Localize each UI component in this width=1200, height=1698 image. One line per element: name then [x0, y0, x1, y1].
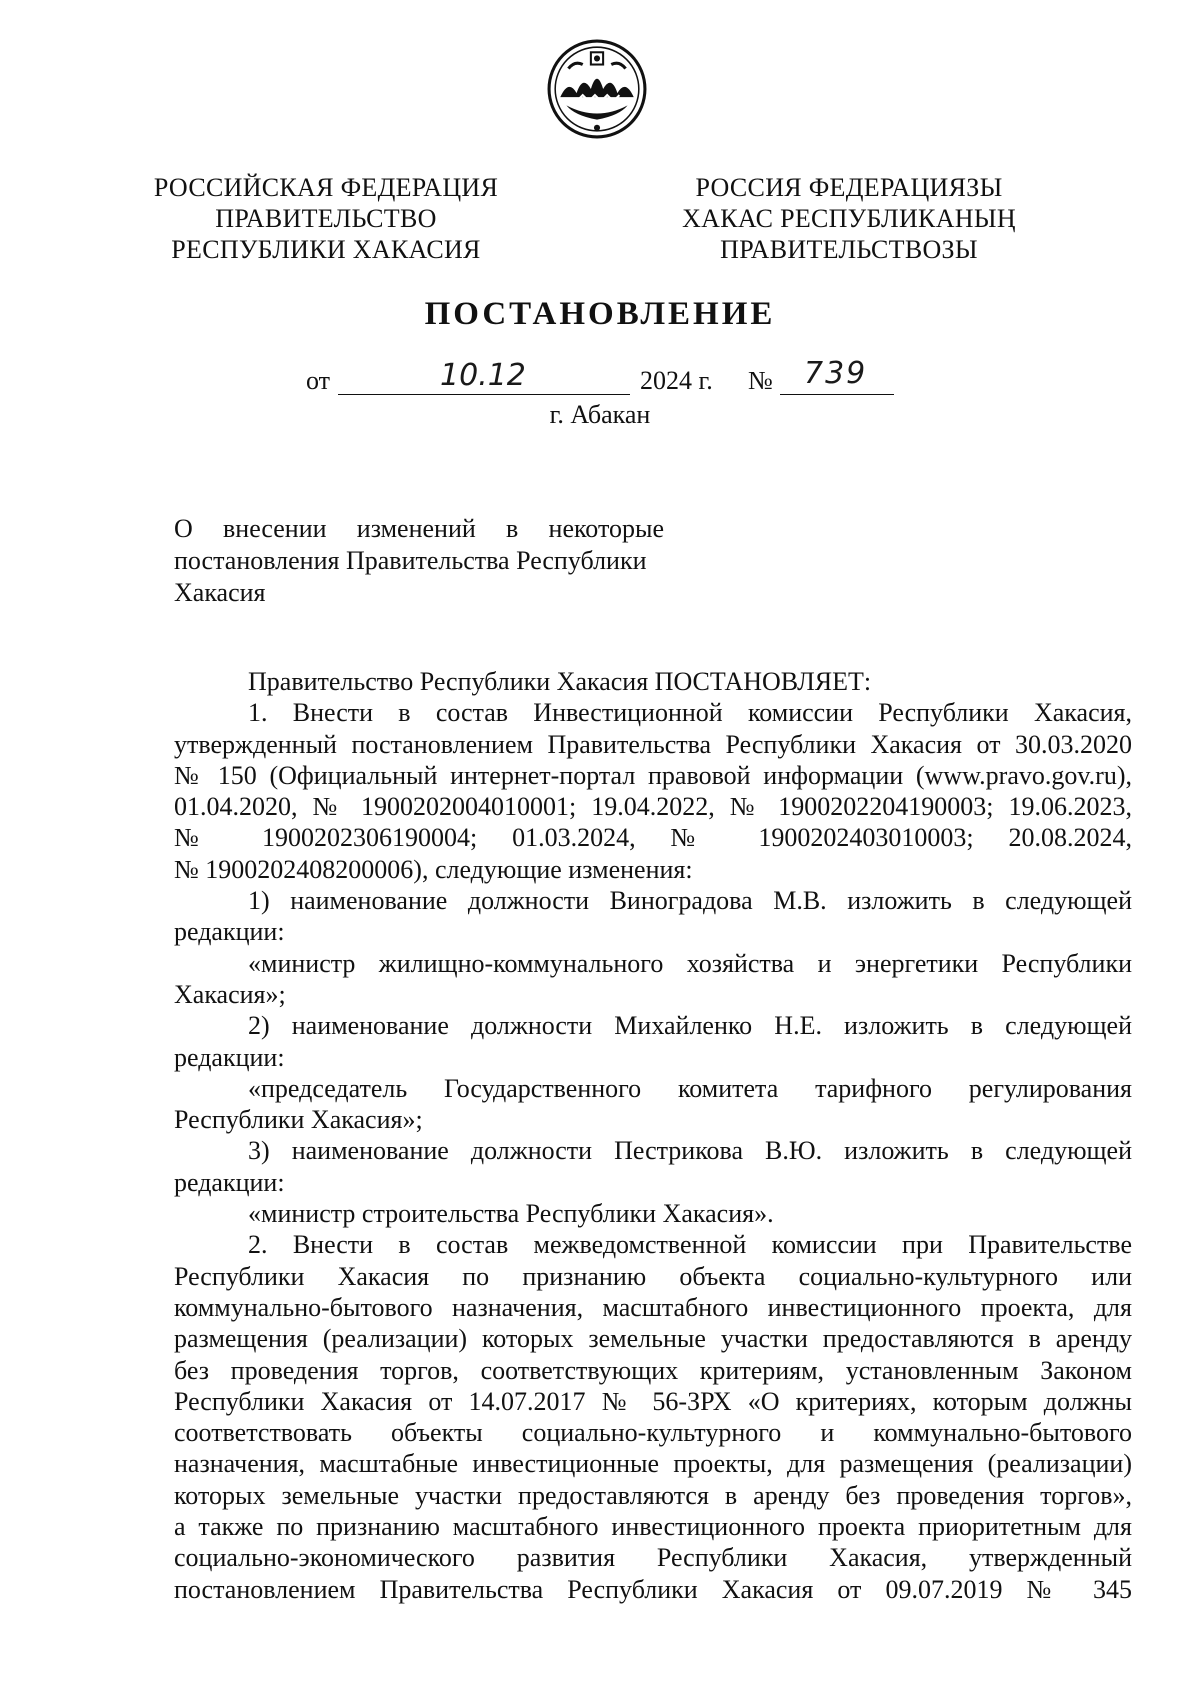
body-line: 01.04.2020, № 1900202004010001; 19.04.2022, № 1900202204190003; 19.06.2023,	[174, 792, 1132, 822]
body-line: социально-экономического развития Республики Хакасия, утвержденный	[174, 1543, 1132, 1573]
body-line: Правительство Республики Хакасия ПОСТАНОВЛЯЕТ:	[248, 667, 872, 696]
body-line: 2) наименование должности Михайленко Н.Е. изложить в следующей	[248, 1011, 1132, 1041]
header-left-line: ПРАВИТЕЛЬСТВО	[215, 204, 437, 233]
body-line: утвержденный постановлением Правительства Республики Хакасия от 30.03.2020	[174, 729, 1132, 759]
body-line: редакции:	[174, 917, 285, 947]
body-line: коммунально-бытового назначения, масштабного инвестиционного проекта, для	[174, 1292, 1132, 1322]
body-line: «председатель Государственного комитета тарифного регулирования	[248, 1073, 1132, 1103]
number-sign: №	[748, 366, 773, 395]
body-line: постановлением Правительства Республики Хакасия от 09.07.2019 № 345	[174, 1574, 1132, 1604]
body-line: назначения, масштабные инвестиционные проекты, для размещения (реализации)	[174, 1449, 1132, 1479]
header-left-line: РОССИЙСКАЯ ФЕДЕРАЦИЯ	[153, 173, 499, 202]
body-line: «министр жилищно-коммунального хозяйства и энергетики Республики	[248, 948, 1132, 978]
date-prefix: от	[306, 366, 331, 395]
subject-line: Хакасия	[174, 578, 266, 607]
subject-line: постановления Правительства Республики	[174, 546, 647, 575]
header-right-line: ПРАВИТЕЛЬСТВОЗЫ	[720, 235, 978, 264]
body-line: которых земельные участки предоставляются в аренду без проведения торгов»,	[174, 1480, 1132, 1510]
city-name: г. Абакан	[549, 400, 651, 429]
body-line: № 1900202306190004; 01.03.2024, № 1900202403010003; 20.08.2024,	[174, 823, 1132, 853]
header-right-line: РОССИЯ ФЕДЕРАЦИЯЗЫ	[695, 173, 1003, 202]
header-right-block	[674, 172, 1024, 265]
body-line: редакции:	[174, 1042, 285, 1072]
header-right-line: ХАКАС РЕСПУБЛИКАНЫҢ	[682, 204, 1016, 233]
handwritten-date: 10.12	[440, 358, 526, 393]
body-line: а также по признанию масштабного инвестиционного проекта приоритетным для	[174, 1512, 1132, 1542]
body-line: № 150 (Официальный интернет-портал правовой информации (www.pravo.gov.ru),	[174, 760, 1132, 790]
body-line: № 1900202408200006), следующие изменения:	[174, 854, 693, 884]
body-line: Республики Хакасия»;	[174, 1105, 423, 1135]
date-number-line	[0, 356, 1200, 402]
body-line: Республики Хакасия от 14.07.2017 № 56-ЗРХ «О критериях, которым должны	[174, 1386, 1132, 1416]
header-left-block	[150, 172, 502, 265]
body-line: 1. Внести в состав Инвестиционной комиссии Республики Хакасия,	[248, 698, 1132, 728]
document-body	[174, 666, 1132, 1605]
document-subject	[174, 513, 664, 609]
coat-of-arms-emblem	[546, 38, 648, 140]
body-line: редакции:	[174, 1167, 285, 1197]
header-left-line: РЕСПУБЛИКИ ХАКАСИЯ	[171, 235, 481, 264]
body-line: 3) наименование должности Пестрикова В.Ю. изложить в следующей	[248, 1136, 1132, 1166]
body-line: Республики Хакасия по признанию объекта социально-культурного или	[174, 1261, 1132, 1291]
body-line: Хакасия»;	[174, 979, 286, 1009]
body-line: «министр строительства Республики Хакасия».	[248, 1199, 774, 1229]
body-line: без проведения торгов, соответствующих критериям, установленным Законом	[174, 1355, 1132, 1385]
body-line: размещения (реализации) которых земельные участки предоставляются в аренду	[174, 1324, 1132, 1354]
body-line: соответствовать объекты социально-культурного и коммунально-бытового	[174, 1418, 1132, 1448]
subject-line: О внесении изменений в некоторые	[174, 514, 664, 543]
number-underline	[780, 394, 894, 395]
document-type-title: ПОСТАНОВЛЕНИЕ	[424, 296, 776, 332]
date-year: 2024 г.	[640, 366, 713, 395]
body-line: 1) наименование должности Виноградова М.В. изложить в следующей	[248, 886, 1132, 916]
body-line: 2. Внести в состав межведомственной комиссии при Правительстве	[248, 1230, 1132, 1260]
date-underline	[338, 394, 630, 395]
handwritten-number: 739	[804, 356, 868, 391]
